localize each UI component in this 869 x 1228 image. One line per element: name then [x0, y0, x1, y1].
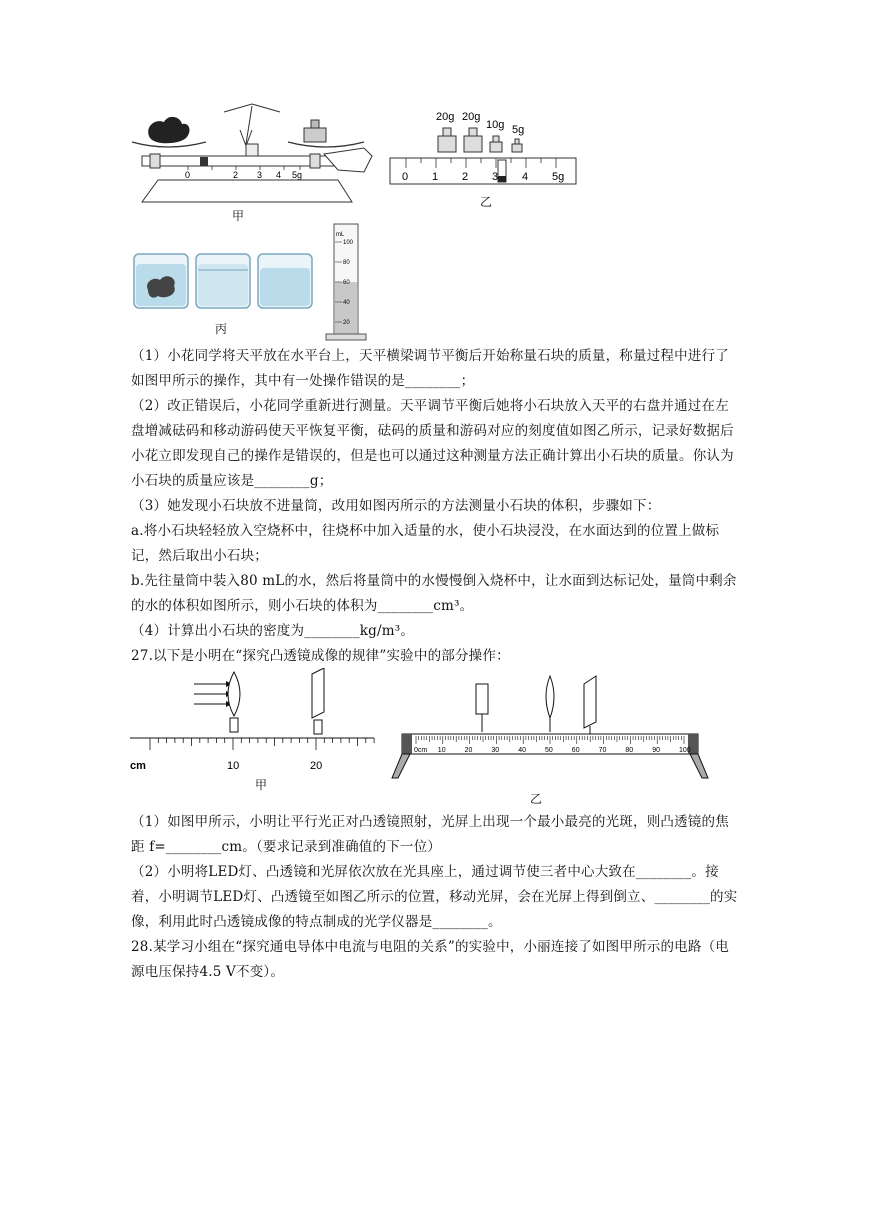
figure27-label-jia: 甲 — [255, 778, 268, 792]
beam-tick-2: 2 — [233, 170, 239, 180]
convex-lens — [228, 672, 240, 716]
bench-yi-tick-label: 100 — [679, 747, 691, 754]
q26-step-b: b.先往量筒中装入80 mL的水，然后将量筒中的水慢慢倒入烧杯中，让水面到达标记处，量筒中剩余的水的体积如图所示，则小石块的体积为________cm³。 — [131, 573, 737, 614]
beam-tick-3: 3 — [257, 170, 263, 180]
bench-jia-tick-10: 10 — [227, 760, 240, 772]
cylinder-tick-20: 20 — [343, 320, 350, 326]
scale-tick-4: 4 — [522, 171, 529, 183]
bench-jia-tick-20: 20 — [310, 760, 323, 772]
weight-label-10g: 10g — [486, 119, 505, 131]
bench-yi-tick-label: 40 — [518, 747, 526, 754]
figure-label-yi: 乙 — [480, 195, 493, 209]
bench-yi-tick-label: 50 — [545, 747, 553, 754]
beam-tick-5g: 5g — [292, 170, 303, 180]
cylinder-tick-80: 80 — [343, 260, 350, 266]
lens-figure-jia — [130, 668, 375, 778]
bench-yi-tick-label: 90 — [652, 747, 660, 754]
cylinder-tick-60: 60 — [343, 280, 350, 286]
bench-yi-tick-label: 60 — [571, 747, 580, 754]
question-26 — [131, 344, 741, 669]
bench-jia-unit: cm — [130, 760, 146, 772]
bench-light-screen — [584, 676, 596, 728]
question-27-body — [131, 810, 741, 985]
bench-yi-tick-label: 70 — [598, 747, 607, 754]
cylinder-tick-40: 40 — [343, 300, 350, 306]
bench-yi-tick-label: 30 — [491, 747, 500, 754]
scale-tick-3: 3 — [492, 171, 499, 183]
figure-label-jia: 甲 — [232, 209, 245, 223]
bench-yi-tick-label: 20 — [464, 747, 473, 754]
cylinder-unit: mL — [336, 232, 345, 238]
weight-label-5g: 5g — [512, 124, 525, 136]
q26-part-3: （3）她发现小石块放不进量筒，改用如图丙所示的方法测量小石块的体积，步骤如下： — [131, 498, 661, 514]
weight-label-20g-a: 20g — [436, 111, 455, 123]
q26-part-1: （1）小花同学将天平放在水平台上，天平横梁调节平衡后开始称量石块的质量，称量过程中进行了如图甲所示的操作，其中有一处操作错误的是________； — [131, 348, 729, 389]
bench-yi-tick-label: 80 — [625, 747, 634, 754]
q27-part-2: （2）小明将LED灯、凸透镜和光屏依次放在光具座上，通过调节使三者中心大致在________。接着，小明调节LED灯、凸透镜至如图乙所示的位置，移动光屏，会在光屏上得到倒立、________的实像，利用此时凸透镜成像的特点制成的光学仪器是________。 — [131, 864, 738, 930]
scale-tick-5g: 5g — [552, 171, 565, 183]
bench-yi-tick-label: 10 — [437, 747, 446, 754]
beam-tick-0: 0 — [185, 170, 191, 180]
bench-convex-lens — [546, 676, 554, 718]
question-28-title: 28.某学习小组在“探究通电导体中电流与电阻的关系”的实验中，小丽连接了如图甲所示的电路（电源电压保持4.5 V不变）。 — [131, 939, 729, 980]
led-light — [476, 684, 488, 714]
scale-tick-1: 1 — [432, 171, 439, 183]
light-screen — [312, 668, 324, 718]
cylinder-tick-100: 100 — [343, 240, 354, 246]
weight-label-20g-b: 20g — [462, 111, 481, 123]
beam-tick-4: 4 — [276, 170, 282, 180]
bench-yi-tick-label: 0cm — [414, 747, 428, 754]
figure-label-bing: 丙 — [215, 322, 228, 336]
q26-part-4: （4）计算出小石块的密度为________kg/m³。 — [131, 623, 415, 639]
beakers-figure-bing — [130, 220, 370, 344]
hand-icon — [324, 148, 372, 172]
scale-tick-0: 0 — [402, 171, 409, 183]
q26-step-a: a.将小石块轻轻放入空烧杯中，往烧杯中加入适量的水，使小石块浸没，在水面达到的位置上做标记，然后取出小石块； — [131, 523, 720, 564]
figure27-label-yi: 乙 — [530, 792, 543, 806]
stone-on-left-pan — [148, 117, 189, 143]
q26-part-2: （2）改正错误后，小花同学重新进行测量。天平调节平衡后她将小石块放入天平的右盘并通过在左盘增减砝码和移动游码使天平恢复平衡，砝码的质量和游码对应的刻度值如图乙所示，记录好数据后小花立即发现自己的操作是错误的，但是也可以通过这种测量方法正确计算出小石块的质量。你认为小石块的质量应该是________g； — [131, 398, 734, 489]
question-27-title: 27.以下是小明在“探究凸透镜成像的规律”实验中的部分操作： — [131, 648, 510, 664]
scale-tick-2: 2 — [462, 171, 469, 183]
optical-bench-figure-yi — [388, 670, 713, 785]
q27-part-1: （1）如图甲所示，小明让平行光正对凸透镜照射，光屏上出现一个最小最亮的光斑，则凸透镜的焦距 f=________cm。（要求记录到准确值的下一位） — [131, 814, 729, 855]
balance-figure-jia — [128, 100, 373, 208]
weights-figure-yi — [388, 106, 578, 188]
